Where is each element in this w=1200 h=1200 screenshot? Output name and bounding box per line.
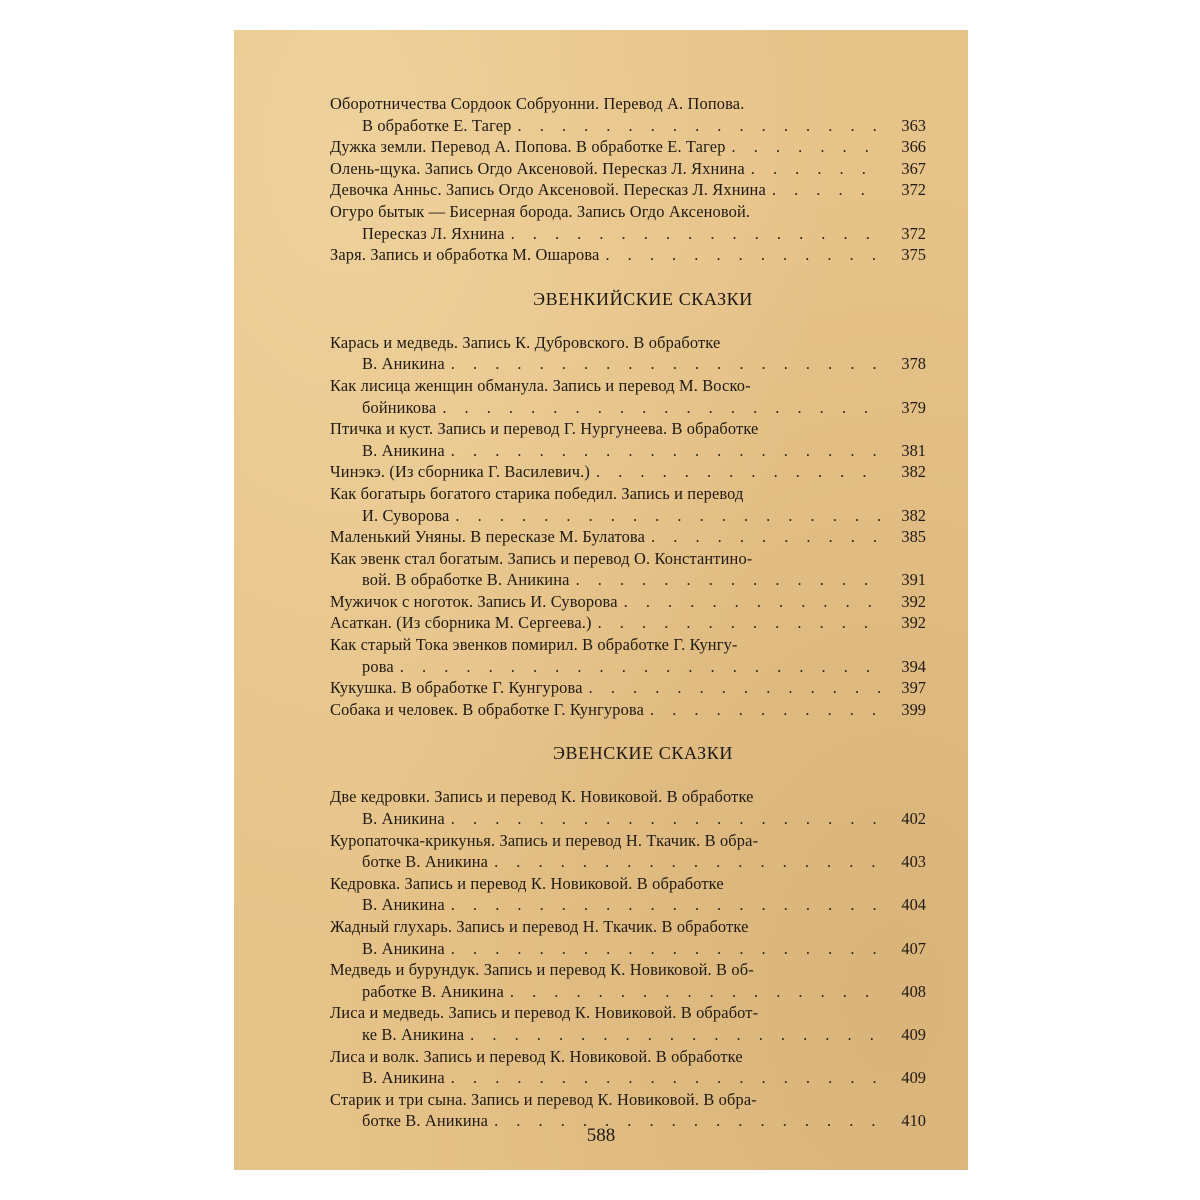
toc-entry-line (330, 461, 926, 483)
toc-entry (330, 634, 926, 677)
toc-entry (330, 612, 926, 634)
toc-entry-line (330, 1002, 926, 1024)
toc-entry (330, 136, 926, 158)
table-of-contents (330, 93, 926, 1132)
toc-entry (330, 591, 926, 613)
toc-entry (330, 244, 926, 266)
toc-entry-text: В. Аникина (362, 1068, 445, 1088)
toc-entry (330, 916, 926, 959)
toc-entry-line (330, 677, 926, 699)
toc-entry-line (330, 1089, 926, 1111)
toc-entry-text: рова (362, 656, 394, 676)
toc-entry-line (330, 808, 926, 830)
toc-page-number: 381 (901, 440, 926, 460)
toc-page-number: 372 (901, 223, 926, 243)
toc-entry-line (330, 397, 926, 419)
toc-entry-text: Как эвенк стал богатым. Запись и перевод О. Константино- (330, 548, 753, 568)
toc-entry (330, 461, 926, 483)
toc-entry-text: Как богатырь богатого старика победил. Запись и перевод (330, 483, 744, 503)
dot-leader (445, 1067, 880, 1089)
toc-entry-line (330, 201, 926, 223)
toc-entry-line (330, 244, 926, 266)
dot-leader (645, 526, 880, 548)
toc-page-number: 382 (901, 505, 926, 525)
dot-leader (445, 808, 880, 830)
toc-entry-text: В. Аникина (362, 938, 445, 958)
dot-leader (618, 591, 880, 613)
toc-entry-line (330, 873, 926, 895)
toc-entry-line (330, 699, 926, 721)
toc-entry-line (330, 916, 926, 938)
toc-entry-text: Огуро бытык — Бисерная борода. Запись Огдо Аксеновой. (330, 201, 751, 221)
dot-leader (505, 223, 880, 245)
toc-page-number: 404 (901, 895, 926, 915)
toc-entry (330, 830, 926, 873)
dot-leader (592, 612, 880, 634)
toc-entry-text: Пересказ Л. Яхнина (362, 223, 505, 243)
toc-entry-line (330, 505, 926, 527)
toc-page-number: 385 (901, 527, 926, 547)
toc-page-number: 378 (901, 354, 926, 374)
section-title: ЭВЕНКИЙСКИЕ СКАЗКИ (533, 288, 753, 309)
toc-page-number: 397 (901, 678, 926, 698)
toc-entry-line (330, 375, 926, 397)
toc-entry (330, 375, 926, 418)
dot-leader (745, 158, 880, 180)
toc-page-number: 363 (901, 115, 926, 135)
toc-entry-line (330, 634, 926, 656)
section-title: ЭВЕНСКИЕ СКАЗКИ (553, 743, 733, 764)
toc-entry-text: работке В. Аникина (362, 981, 504, 1001)
toc-entry-text: Птичка и куст. Запись и перевод Г. Нургунеева. В обработке (330, 419, 759, 439)
toc-page-number: 382 (901, 462, 926, 482)
toc-entry-line (330, 1046, 926, 1068)
toc-page-number: 409 (901, 1068, 926, 1088)
toc-entry-line (330, 483, 926, 505)
toc-entry-text: В. Аникина (362, 354, 445, 374)
dot-leader (512, 115, 880, 137)
toc-entry-text: В. Аникина (362, 440, 445, 460)
toc-entry-text: Мужичок с ноготок. Запись И. Суворова (330, 591, 618, 611)
toc-entry-text: Лиса и медведь. Запись и перевод К. Новиковой. В обработ- (330, 1003, 759, 1023)
dot-leader (590, 461, 880, 483)
dot-leader (583, 677, 880, 699)
toc-entry-line (330, 1067, 926, 1089)
toc-entry (330, 418, 926, 461)
toc-entry (330, 677, 926, 699)
toc-entry-text: вой. В обработке В. Аникина (362, 570, 570, 590)
toc-entry (330, 959, 926, 1002)
toc-entry (330, 332, 926, 375)
dot-leader (766, 179, 880, 201)
toc-page-number: 367 (901, 158, 926, 178)
toc-entry-line (330, 851, 926, 873)
toc-entry-text: Две кедровки. Запись и перевод К. Новиковой. В обработке (330, 787, 754, 807)
toc-entry-line (330, 656, 926, 678)
toc-entry-text: ботке В. Аникина (362, 852, 489, 872)
toc-entry (330, 201, 926, 244)
toc-entry-text: бойникова (362, 397, 437, 417)
toc-entry-text: В. Аникина (362, 895, 445, 915)
toc-entry-line (330, 179, 926, 201)
dot-leader (726, 136, 880, 158)
toc-entry (330, 1046, 926, 1089)
toc-entry-line (330, 353, 926, 375)
toc-entry-text: ботке В. Аникина (362, 1111, 489, 1131)
toc-entry-text: Медведь и бурундук. Запись и перевод К. Новиковой. В об- (330, 960, 754, 980)
dot-leader (449, 505, 880, 527)
toc-entry-text: В. Аникина (362, 809, 445, 829)
toc-entry (330, 526, 926, 548)
toc-entry-line (330, 418, 926, 440)
toc-page-number: 372 (901, 180, 926, 200)
toc-entry-line (330, 959, 926, 981)
dot-leader (445, 440, 880, 462)
toc-entry-text: Жадный глухарь. Запись и перевод Н. Ткачик. В обработке (330, 917, 749, 936)
toc-entry-line (330, 332, 926, 354)
toc-entry-text: Девочка Анньс. Запись Огдо Аксеновой. Пересказ Л. Яхнина (330, 180, 766, 200)
toc-entry (330, 699, 926, 721)
toc-entry-text: И. Суворова (362, 505, 450, 525)
page-number: 588 (586, 1125, 616, 1146)
toc-entry-line (330, 136, 926, 158)
toc-entry (330, 179, 926, 201)
toc-entry-line (330, 981, 926, 1003)
toc-page-number: 407 (901, 938, 926, 958)
toc-entry-line (330, 115, 926, 137)
toc-entry (330, 483, 926, 526)
toc-entry-text: Куропаточка-крикунья. Запись и перевод Н. Ткачик. В обра- (330, 830, 759, 850)
toc-entry-line (330, 786, 926, 808)
toc-entry-line (330, 569, 926, 591)
toc-entry-line (330, 440, 926, 462)
toc-entry-text: Маленький Уняны. В пересказе М. Булатова (330, 527, 646, 547)
dot-leader (445, 938, 880, 960)
toc-entry (330, 548, 926, 591)
toc-entry-text: Дужка земли. Перевод А. Попова. В обработке Е. Тагер (330, 137, 726, 157)
toc-entry (330, 158, 926, 180)
toc-entry-line (330, 526, 926, 548)
dot-leader (436, 397, 880, 419)
toc-entry-line (330, 1024, 926, 1046)
dot-leader (394, 656, 880, 678)
toc-entry-text: Карась и медведь. Запись К. Дубровского. В обработке (330, 332, 721, 352)
toc-entry (330, 1002, 926, 1045)
toc-page-number: 399 (901, 699, 926, 719)
toc-page-number: 409 (901, 1024, 926, 1044)
toc-page-number: 408 (901, 981, 926, 1001)
toc-entry-text: Как лисица женщин обманула. Запись и перевод М. Воско- (330, 375, 751, 395)
toc-entry-line (330, 830, 926, 852)
toc-entry-text: Старик и три сына. Запись и перевод К. Новиковой. В обра- (330, 1089, 757, 1109)
toc-page-number: 375 (901, 245, 926, 265)
toc-entry-line (330, 591, 926, 613)
dot-leader (445, 353, 880, 375)
toc-entry-text: Заря. Запись и обработка М. Ошарова (330, 245, 600, 265)
toc-page-number: 392 (901, 591, 926, 611)
toc-entry-text: Собака и человек. В обработке Г. Кунгурова (330, 699, 645, 719)
toc-entry-text: Оборотничества Сордоок Собруонни. Перевод А. Попова. (330, 94, 745, 113)
book-page (234, 30, 968, 1170)
toc-entry-line (330, 158, 926, 180)
toc-entry-text: В обработке Е. Тагер (362, 115, 512, 135)
toc-entry-line (330, 548, 926, 570)
toc-entry (330, 786, 926, 829)
dot-leader (599, 244, 880, 266)
toc-entry-text: ке В. Аникина (362, 1024, 465, 1044)
toc-entry-line (330, 894, 926, 916)
toc-entry-text: Асаткан. (Из сборника М. Сергеева.) (330, 613, 592, 633)
toc-page-number: 366 (901, 137, 926, 157)
toc-entry (330, 873, 926, 916)
toc-entry-text: Чинэкэ. (Из сборника Г. Василевич.) (330, 462, 590, 482)
toc-entry-text: Лиса и волк. Запись и перевод К. Новиковой. В обработке (330, 1046, 743, 1066)
dot-leader (464, 1024, 880, 1046)
toc-page-number: 403 (901, 852, 926, 872)
toc-entry-text: Олень-щука. Запись Огдо Аксеновой. Пересказ Л. Яхнина (330, 158, 745, 178)
toc-entry-text: Кукушка. В обработке Г. Кунгурова (330, 678, 583, 698)
toc-page-number: 392 (901, 613, 926, 633)
toc-entry-line (330, 612, 926, 634)
toc-page-number: 379 (901, 397, 926, 417)
dot-leader (504, 981, 880, 1003)
toc-page-number: 394 (901, 656, 926, 676)
dot-leader (644, 699, 880, 721)
dot-leader (570, 569, 880, 591)
toc-entry-line (330, 938, 926, 960)
toc-entry (330, 93, 926, 136)
toc-entry-text: Кедровка. Запись и перевод К. Новиковой. В обработке (330, 873, 724, 893)
dot-leader (488, 851, 880, 873)
toc-entry-line (330, 223, 926, 245)
toc-entry-line (330, 93, 926, 115)
toc-page-number: 391 (901, 570, 926, 590)
toc-page-number: 402 (901, 809, 926, 829)
dot-leader (445, 894, 880, 916)
toc-entry-text: Как старый Тока эвенков помирил. В обработке Г. Кунгу- (330, 635, 738, 655)
toc-page-number: 410 (901, 1111, 926, 1131)
